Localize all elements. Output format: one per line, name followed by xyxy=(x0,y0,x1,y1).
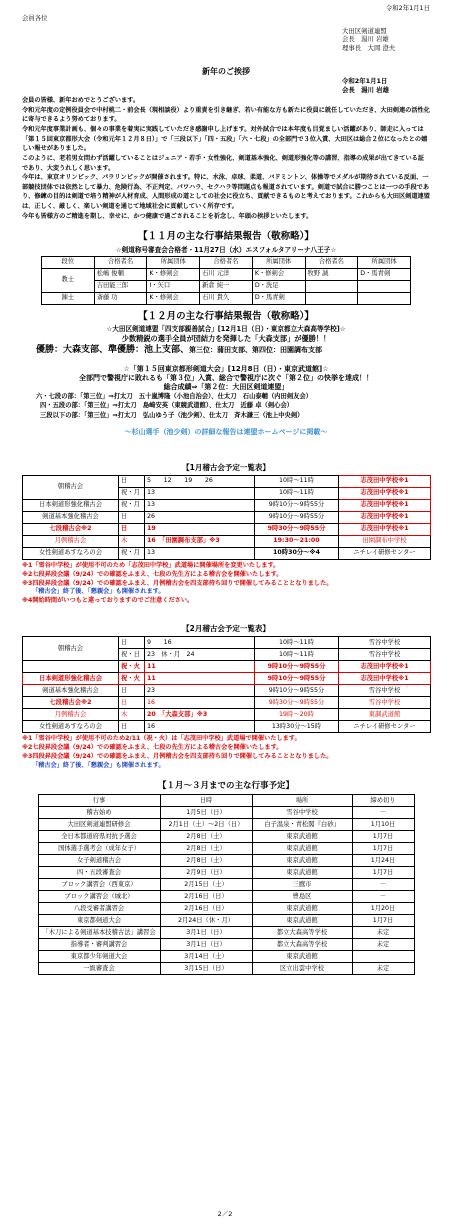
greeting-paragraph: 令和元年度の定例役員会で中村桃二・前会長（現相談役）より重責を引き継ぎ、若い有能な方も新たに役員に就任していただき、大田剣連の活性化に寄与できるよう努めております。 xyxy=(22,106,430,124)
table-row xyxy=(38,819,414,831)
table-cell: 東京武道館 xyxy=(252,951,352,963)
table-cell: 10時30分～※4 xyxy=(255,547,339,559)
dec-report-title: 【１２月の主な行事結果報告（敬称略）】 xyxy=(138,311,314,323)
table-header: 所属団体 xyxy=(147,257,200,269)
table-cell: 2月24日（休・月） xyxy=(160,915,252,927)
table-header: 合格者名 xyxy=(94,257,147,269)
table-cell: 日 xyxy=(119,511,145,523)
table-row xyxy=(23,661,431,673)
table-cell: 日 xyxy=(119,475,145,487)
table-row xyxy=(38,951,414,963)
table-row xyxy=(38,843,414,855)
table-cell: 全日本都道府県対抗予選会 xyxy=(38,831,160,843)
table-header: 行事 xyxy=(38,795,160,807)
table-cell: 新倉 純一 xyxy=(200,281,253,293)
table-cell: 26 xyxy=(145,511,255,523)
table-row xyxy=(23,685,431,697)
table-cell: 雪谷中学校 xyxy=(339,685,431,697)
table-cell: 区立出雲中学校 xyxy=(252,963,352,975)
table-row xyxy=(38,807,414,819)
table-cell: 志茂田中学校※1 xyxy=(339,523,431,535)
table-cell xyxy=(358,281,411,293)
table-cell: 祝・月 xyxy=(119,499,145,511)
table-cell: 未定 xyxy=(352,963,414,975)
table-row xyxy=(23,535,431,547)
table-row xyxy=(38,867,414,879)
table-cell: 四・五段審査会 xyxy=(38,867,160,879)
table-cell: 志茂田中学校※1 xyxy=(339,499,431,511)
table-cell: 9 16 xyxy=(145,637,255,649)
table-cell: 1月7日 xyxy=(352,915,414,927)
table-cell: 祝・月 xyxy=(119,487,145,499)
nov-report-table xyxy=(41,256,411,305)
table-cell: 女性剣道あすなろの会 xyxy=(23,721,119,733)
events-table xyxy=(38,794,415,975)
table-cell: 東京武道館 xyxy=(252,903,352,915)
table-cell: 日本剣道形強化稽古会 xyxy=(23,499,119,511)
table-cell: 2月8日（土） xyxy=(160,831,252,843)
table-cell xyxy=(352,951,414,963)
table-cell: 松嶋 俊輔 xyxy=(94,269,147,281)
table-cell: 1月7日 xyxy=(352,867,414,879)
table-cell: D・洗足 xyxy=(252,281,305,293)
table-cell: 都立大森高等学校 xyxy=(252,939,352,951)
table-cell: 日 xyxy=(119,637,145,649)
table-cell: ブロック講習会（城北） xyxy=(38,891,160,903)
table-row xyxy=(23,637,431,649)
table-row xyxy=(38,795,414,807)
table-cell: 9時10分～9時55分 xyxy=(255,511,339,523)
table-cell: 13時30分～15時 xyxy=(255,721,339,733)
table-cell: 志茂田中学校※1 xyxy=(339,661,431,673)
table-cell: ニチレイ研修センター xyxy=(339,721,431,733)
table-cell: 朝稽古会 xyxy=(23,637,119,661)
table-cell: 19:30～21:00 xyxy=(255,535,339,547)
table-cell: D・馬青剣 xyxy=(358,269,411,281)
greeting-date: 令和2年1月1日 xyxy=(342,76,388,85)
table-cell: 祝・日 xyxy=(119,649,145,661)
table-cell: 2月16日（日） xyxy=(160,903,252,915)
table-cell: 白子温泉・青松閣『白砂』 xyxy=(252,819,352,831)
note: ※2七段昇段会議（9/24）での確認をふまえ、七段の先生方による稽古会を開催いたします。 xyxy=(22,744,283,752)
table-cell: 雪谷中学校 xyxy=(339,637,431,649)
table-cell: 一級審査会 xyxy=(38,963,160,975)
table-cell: 祝・火 xyxy=(119,661,145,673)
table-cell xyxy=(305,281,358,293)
table-cell: 11 xyxy=(145,673,255,685)
table-cell: 10時～11時 xyxy=(255,475,339,487)
table-cell: 三鷹市 xyxy=(252,879,352,891)
greeting-paragraph: 今年も皆様方のご精進を期し、幸せに、かつ健康で過ごされることを祈念し、年頭の挨拶といたします。 xyxy=(22,212,313,220)
jan-schedule-title: 【1月稽古会予定一覧表】 xyxy=(182,462,270,472)
table-cell: 11 xyxy=(145,661,255,673)
table-cell: 13 xyxy=(145,547,255,559)
table-cell: － xyxy=(352,807,414,819)
jan-notes xyxy=(22,562,430,607)
table-header: 日時 xyxy=(160,795,252,807)
table-cell: 3月1日（日） xyxy=(160,939,252,951)
table-row xyxy=(38,915,414,927)
kata-result: 三段以下の部：「第三位」⇒打太刀 弘山ゆう子（池少剣）、仕太刀 斉木謙三（池上中央剣） xyxy=(40,411,304,419)
table-cell: 剣道基本強化稽古会 xyxy=(23,685,119,697)
table-cell: 9時30分～9時55分 xyxy=(255,523,339,535)
table-cell: 志茂田中学校※1 xyxy=(339,673,431,685)
table-cell: 雪谷中学校 xyxy=(252,807,352,819)
table-row xyxy=(23,499,431,511)
table-cell: 田園調布中学校 xyxy=(339,535,431,547)
table-cell: 3月1日（日） xyxy=(160,927,252,939)
table-row xyxy=(23,511,431,523)
table-cell: 剣道基本強化稽古会 xyxy=(23,511,119,523)
table-cell: 13 xyxy=(145,487,255,499)
chairman: 理事長 大岡 澄夫 xyxy=(342,43,396,52)
table-cell: 9時10分～9時55分 xyxy=(255,499,339,511)
table-cell: 教士 xyxy=(42,269,95,293)
table-cell: 雪谷中学校 xyxy=(339,697,431,709)
table-cell: 指導者・審判講習会 xyxy=(38,939,160,951)
table-cell: 19時～20時 xyxy=(255,709,339,721)
addressee: 会員各位 xyxy=(22,14,48,23)
note: 「稽古会」終了後、「懇親会」も開催されます。 xyxy=(32,762,165,770)
table-row xyxy=(38,927,414,939)
page-number: 2／2 xyxy=(217,1210,233,1218)
table-cell: 9時30分～9時55分 xyxy=(255,697,339,709)
table-cell: 木 xyxy=(119,535,145,547)
table-row xyxy=(23,709,431,721)
greeting-title: 新年のご挨拶 xyxy=(202,66,250,76)
table-cell: 1月7日 xyxy=(352,843,414,855)
kata-result: 六・七段の部：「第三位」⇒打太刀 五十嵐博隆（小池自治会）、仕太刀 石山泰輔（内田剣友会） xyxy=(36,393,313,401)
table-cell: 16 xyxy=(145,721,255,733)
table-cell: K・修剣会 xyxy=(147,269,200,281)
note: 「稽古会」終了後、「懇親会」も開催されます。 xyxy=(32,588,165,596)
feb-schedule-title: 【2月稽古会予定一覧表】 xyxy=(182,624,270,634)
table-cell: 2月8日（土） xyxy=(160,855,252,867)
table-cell: 東京都少年剣道大会 xyxy=(38,951,160,963)
table-cell: 日 xyxy=(119,697,145,709)
table-cell: 16 「田園調布支部」※3 xyxy=(145,535,255,547)
table-cell: 吉田能三郎 xyxy=(94,281,147,293)
table-cell: 石川 貴久 xyxy=(200,293,253,305)
table-cell: 10時～11時 xyxy=(255,487,339,499)
winner-rest: 第三位：蒲田支部、第四位：田園調布支部 xyxy=(189,346,323,355)
table-cell: ニチレイ研修センター xyxy=(339,547,431,559)
table-cell: 大田区剣道連盟研修会 xyxy=(38,819,160,831)
table-cell: 20 「大森支部」※3 xyxy=(145,709,255,721)
table-header: 場所 xyxy=(252,795,352,807)
table-row xyxy=(42,281,411,293)
greeting-paragraph: このように、老若男女問わず活躍していることはジュニア・若手・女性強化、剣道基本強化、剣道形強化等の講習、指導の成果が出てきている証であり、大変うれしく思います。 xyxy=(22,154,425,172)
table-cell: 2月9日（日） xyxy=(160,867,252,879)
winner-main: 優勝：大森支部、準優勝：池上支部、 xyxy=(36,345,190,356)
table-cell: K・修剣会 xyxy=(252,269,305,281)
greeting-body xyxy=(22,96,430,221)
table-cell: 月例稽古会 xyxy=(23,535,119,547)
table-cell: 都立大森高等学校 xyxy=(252,927,352,939)
table-cell: 東京武道館 xyxy=(252,831,352,843)
table-cell: 東京武道館 xyxy=(252,915,352,927)
kata-title: ☆「第１５回東京都形剣道大会」[12月8日（日）・東京武道館]☆ xyxy=(123,365,329,374)
events-title: 【１月～３月までの主な行事予定】 xyxy=(157,781,294,792)
greeting-paragraph: 会員の皆様、新年おめでとうございます。 xyxy=(22,97,140,105)
greeting-paragraph: 今年は、東京オリンピック、パラリンピックが開催されます。特に、水泳、卓球、柔道、バドミントン、体操等でメダルが期待されている反面、一部競技団体では依然として暴力、危険行為、不正判定、パワハラ、セクハラ等問題点も報道されています。剣道で試合に勝つことは一つの手段であり、修練の目的は剣道で培う精神が人材育成、人間形成の道としての社会に役立ち、貢献できるものと考えております。これからも大田区剣道連盟は、正しく、厳しく、楽しい剣道を通じて地域社会に貢献していく所存です。 xyxy=(22,174,430,210)
jan-schedule-table xyxy=(22,475,431,560)
table-cell: 石川 元洋 xyxy=(200,269,253,281)
dec-report-line1: ☆大田区剣道連盟「四支部親善試合」[12月1日（日）・東京都立大森高等学校]☆ xyxy=(106,325,346,334)
table-cell: － xyxy=(352,879,414,891)
kata-results xyxy=(22,392,430,419)
table-cell: 16 xyxy=(145,697,255,709)
table-cell xyxy=(358,293,411,305)
table-header: 締め切り xyxy=(352,795,414,807)
table-cell: 祝・火 xyxy=(119,673,145,685)
table-header: 段位 xyxy=(42,257,95,269)
table-row xyxy=(38,903,414,915)
table-row xyxy=(23,475,431,487)
table-cell xyxy=(23,661,119,673)
table-cell: 祝・月 xyxy=(119,547,145,559)
homepage-note: ～杉山選手（池少剣）の詳細な報告は連盟ホームページに掲載～ xyxy=(124,427,328,436)
table-cell: 19 xyxy=(145,523,255,535)
dec-winners xyxy=(22,345,430,357)
table-cell: 朝稽古会 xyxy=(23,475,119,499)
table-cell: 七段稽古会※2 xyxy=(23,523,119,535)
table-header: 所属団体 xyxy=(252,257,305,269)
table-cell xyxy=(305,293,358,305)
table-cell: 3月14日（土） xyxy=(160,951,252,963)
table-header: 所属団体 xyxy=(358,257,411,269)
table-row xyxy=(42,269,411,281)
table-cell: 日 xyxy=(119,523,145,535)
table-cell: 志茂田中学校※1 xyxy=(339,475,431,487)
table-cell: 東京武道館 xyxy=(252,843,352,855)
table-row xyxy=(38,831,414,843)
table-cell: 七段稽古会※2 xyxy=(23,697,119,709)
table-row xyxy=(23,673,431,685)
kata-line1: 全部門で警視庁に敗れるも「第３位」入賞、総合で警視庁に次ぐ「第２位」の快挙を達成！！ xyxy=(79,374,373,383)
feb-schedule-table xyxy=(22,636,431,733)
table-cell: 女性剣道あすなろの会 xyxy=(23,547,119,559)
table-cell: 日本剣道形強化稽古会 xyxy=(23,673,119,685)
table-cell: 5 12 19 26 xyxy=(145,475,255,487)
table-cell: 志茂田中学校※1 xyxy=(339,487,431,499)
kata-line2: 総合成績⇒「第２位：大田区剣道連盟」 xyxy=(163,383,289,392)
table-cell: 9時10分～9時55分 xyxy=(255,661,339,673)
table-cell: 東京武道館 xyxy=(252,867,352,879)
table-cell: 八段受審者講習会 xyxy=(38,903,160,915)
greeting-paragraph: 令和元年度事業計画も、個々の事業を着実に実践していただき感謝申し上げます。対外試合では本年度も目覚ましい活躍があり、師走に入っては「第１５回東京都形大会（令和元年１２月８日）」で「三段以下」「四・五段」「六・七段」の全部門で３位入賞、大田区は総合２位になったとの嬉しい報せがありました。 xyxy=(22,126,428,153)
table-cell: 「木刀による剣道基本技稽古法」講習会 xyxy=(38,927,160,939)
table-cell: 10時～11時 xyxy=(255,649,339,661)
note: ※1「雪谷中学校」が使用不可のため「志茂田中学校」武道場に開催場所を変更いたします。 xyxy=(22,561,280,569)
table-cell: 豊島区 xyxy=(252,891,352,903)
table-cell: 3月15日（日） xyxy=(160,963,252,975)
table-row xyxy=(38,891,414,903)
note: ※4開始時間がいつもと違っておりますのでご注意ください。 xyxy=(22,597,194,605)
table-row xyxy=(42,293,411,305)
note: ※1「雪谷中学校」が使用不可のため2/11（祝・火）は「志茂田中学校」武道場で開催いたします。 xyxy=(22,735,301,743)
note: ※3四段昇段会議（9/24）での確認をふまえ、月例稽古会を四支部持ち回りで開催してみることとなりました。 xyxy=(22,579,333,587)
president: 会長 湯川 岩雄 xyxy=(342,35,389,44)
doc-date: 令和2年1月1日 xyxy=(385,4,430,12)
nov-report-subtitle: ☆剣道称号審査会合格者・11月27日（水）エスフォルタアリーナ八王子☆ xyxy=(115,245,337,254)
table-cell: 10時～11時 xyxy=(255,637,339,649)
table-cell: 23 xyxy=(145,685,255,697)
kata-result: 四・五段の部：「第三位」⇒打太刀 島崎安英（東競武道館）、仕太刀 近藤 卓（剣心会） xyxy=(40,402,294,410)
table-cell: 雪谷中学校 xyxy=(339,649,431,661)
table-row xyxy=(23,523,431,535)
table-cell: － xyxy=(352,891,414,903)
table-cell: 1月20日 xyxy=(352,903,414,915)
table-cell: 9時10分～9時55分 xyxy=(255,685,339,697)
table-cell: ブロック講習会（西東京） xyxy=(38,879,160,891)
table-cell: 東調武道館 xyxy=(339,709,431,721)
table-row xyxy=(38,939,414,951)
table-row xyxy=(38,963,414,975)
table-row xyxy=(38,879,414,891)
table-cell: 東京武道館 xyxy=(252,855,352,867)
table-row xyxy=(23,547,431,559)
note: ※2七段昇段会議（9/24）での確認をふまえ、七段の先生方による稽古会を開催いたします。 xyxy=(22,570,283,578)
table-cell: 2月8日（土） xyxy=(160,843,252,855)
table-cell: 23 休・月 24 xyxy=(145,649,255,661)
table-cell: 志茂田中学校※1 xyxy=(339,511,431,523)
table-cell: 未定 xyxy=(352,927,414,939)
table-cell: 錬士 xyxy=(42,293,95,305)
table-cell: 木 xyxy=(119,709,145,721)
table-cell: 稽古始め xyxy=(38,807,160,819)
table-cell: 未定 xyxy=(352,939,414,951)
table-cell: 1月10日 xyxy=(352,819,414,831)
table-row xyxy=(23,721,431,733)
table-cell: 1月24日 xyxy=(352,855,414,867)
table-cell: 9時10分～9時55分 xyxy=(255,673,339,685)
table-row xyxy=(23,697,431,709)
greeting-sign: 会長 湯川 岩雄 xyxy=(342,85,389,94)
note: ※3四段昇段会議（9/24）での確認をふまえ、月例稽古会を四支部持ち回りで開催してみることとなりました。 xyxy=(22,753,333,761)
org-name: 大田区剣道連盟 xyxy=(342,26,387,35)
table-row xyxy=(38,855,414,867)
table-header: 合格者名 xyxy=(305,257,358,269)
table-cell: 牧野 誠 xyxy=(305,269,358,281)
dec-report-line2: 少数精鋭の選手全員が団結力を発揮した「大森支部」が優勝！！ xyxy=(121,333,331,343)
table-cell: 斎藤 功 xyxy=(94,293,147,305)
table-cell: 2月15日（土） xyxy=(160,879,252,891)
table-cell: 東京都剣道大会 xyxy=(38,915,160,927)
table-cell: 日 xyxy=(119,685,145,697)
feb-notes xyxy=(22,735,430,771)
table-cell: D・馬青剣 xyxy=(252,293,305,305)
table-cell: 1月5日（日） xyxy=(160,807,252,819)
nov-report-title: 【１１月の主な行事結果報告（敬称略）】 xyxy=(138,231,314,243)
table-cell: 2月16日（日） xyxy=(160,891,252,903)
table-header: 合格者名 xyxy=(200,257,253,269)
table-cell: I・矢口 xyxy=(147,281,200,293)
table-cell: 女子剣道稽古会 xyxy=(38,855,160,867)
table-cell: 日 xyxy=(119,721,145,733)
table-cell: 月例稽古会 xyxy=(23,709,119,721)
table-cell: 2月1日（土）～2日（日） xyxy=(160,819,252,831)
table-cell: 13 xyxy=(145,499,255,511)
table-cell: K・修剣会 xyxy=(147,293,200,305)
table-cell: 1月7日 xyxy=(352,831,414,843)
table-cell: 国体選手選考会（成年女子） xyxy=(38,843,160,855)
